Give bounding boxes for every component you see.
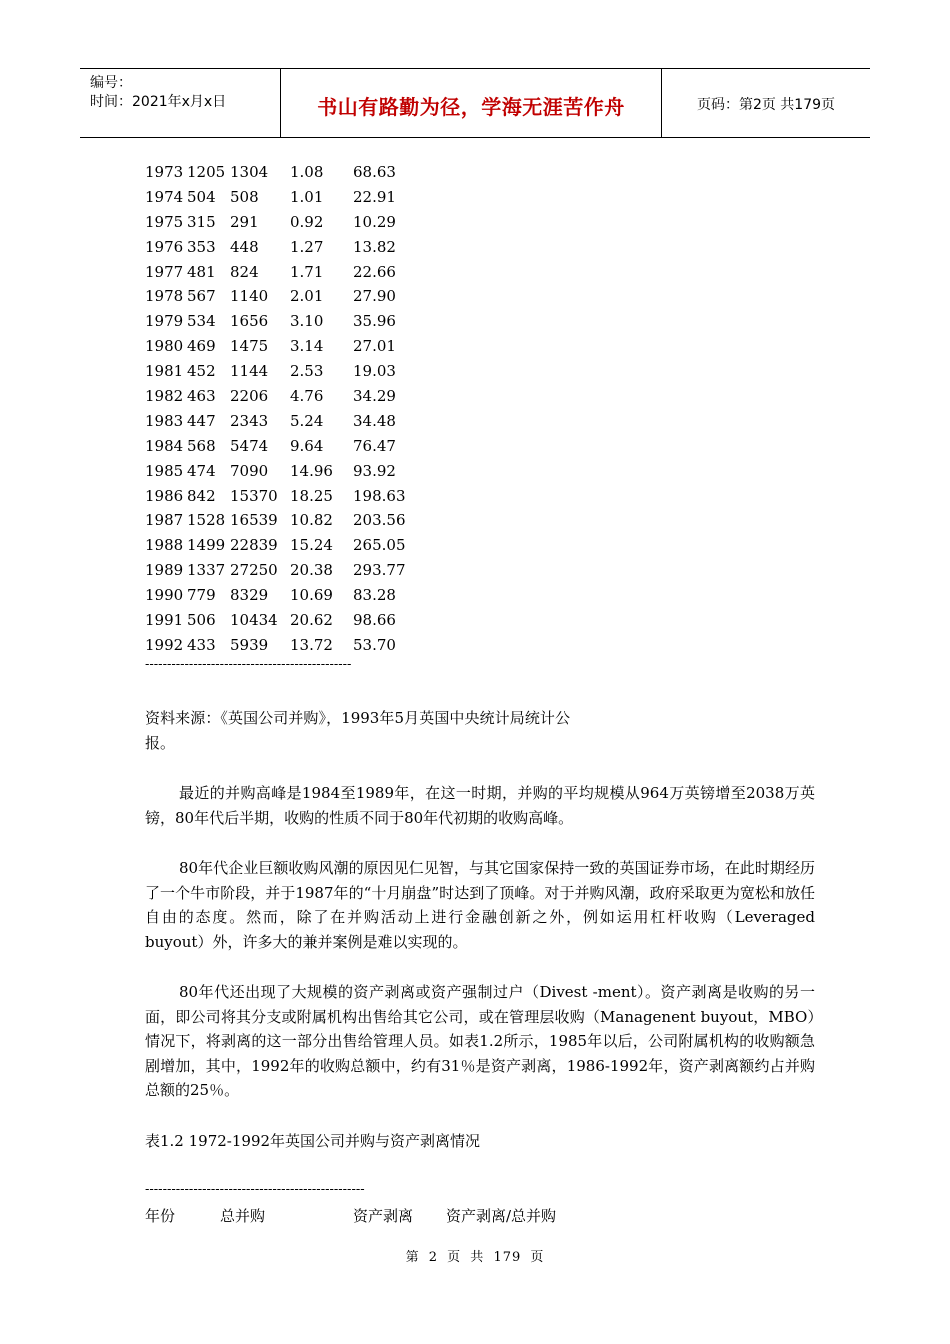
table-cell: 16539 (230, 511, 278, 530)
table-cell: 8329 (230, 586, 269, 605)
table-cell: 1.01 (290, 187, 324, 206)
table-cell: 19.03 (353, 362, 396, 381)
table-cell: 315 (187, 212, 216, 231)
footer-di: 第 (405, 1250, 420, 1265)
table-cell: 474 (187, 461, 216, 480)
table2-header-ratio: 资产剥离/总并购 (446, 1207, 557, 1225)
table-cell: 198.63 (353, 486, 406, 505)
table-cell: 1987 (145, 511, 184, 530)
table-cell: 13.72 (290, 635, 333, 654)
table-cell: 10.82 (290, 511, 333, 530)
table-cell: 291 (230, 212, 259, 231)
table-cell: 1499 (187, 536, 226, 555)
paragraph-3: 80年代还出现了大规模的资产剥离或资产强制过户（Divest -ment）。资产剥离是收购的另一面，即公司将其分支或附属机构出售给其它公司，或在管理层收购（Managenent buyout，MBO）情况下，将剥离的这一部分出售给管理人员。如表1.2所示，1985年以后，公司附属机构的收购额急剧增加，其中，1992年的收购总额中，约有31％是资产剥离，1986-1992年，资产剥离额约占并购总额的25％。 (145, 983, 815, 1100)
table-cell: 9.64 (290, 436, 324, 455)
table-cell: 1991 (145, 611, 184, 630)
table-cell: 34.48 (353, 411, 396, 430)
page-footer (0, 1246, 950, 1265)
table-cell: 1978 (145, 287, 184, 306)
table2-caption: 表1.2 1972-1992年英国公司并购与资产剥离情况 (145, 1132, 481, 1150)
footer-ye: 页 (447, 1250, 462, 1265)
table-cell: 824 (230, 262, 259, 281)
header-motto-cell (281, 69, 662, 137)
table-cell: 10.69 (290, 586, 333, 605)
table-cell: 1205 (187, 163, 226, 181)
table-cell: 35.96 (353, 312, 396, 331)
table2-top-rule: -------------------------------------------------- (145, 1182, 365, 1197)
table-cell: 1982 (145, 387, 184, 406)
paragraph-1: 最近的并购高峰是1984至1989年，在这一时期，并购的平均规模从964万英镑增至2038万英镑，80年代后半期，收购的性质不同于80年代初期的收购高峰。 (145, 784, 815, 827)
table-cell: 504 (187, 187, 216, 206)
header-info-cell (80, 69, 281, 137)
table-cell: 1656 (230, 312, 269, 331)
table-cell: 1974 (145, 187, 184, 206)
table-cell: 15.24 (290, 536, 333, 555)
table-cell: 448 (230, 237, 259, 256)
table-cell: 22839 (230, 536, 278, 555)
table-cell: 433 (187, 635, 216, 654)
table-cell: 508 (230, 187, 259, 206)
page-counter: 页码：第2页 共179页 (696, 97, 836, 113)
table-cell: 1992 (145, 635, 184, 654)
table-cell: 1528 (187, 511, 226, 530)
table-cell: 83.28 (353, 586, 396, 605)
table-cell: 1988 (145, 536, 184, 555)
table-cell: 481 (187, 262, 216, 281)
footer-gong: 共 (470, 1250, 485, 1265)
table-cell: 2343 (230, 411, 269, 430)
table-cell: 27.01 (353, 337, 396, 356)
source-note: 资料来源：《英国公司并购》，1993年5月英国中央统计局统计公报。 (145, 709, 570, 752)
table-cell: 3.10 (290, 312, 324, 331)
table-cell: 18.25 (290, 486, 333, 505)
table-cell: 2.01 (290, 287, 324, 306)
table-cell: 22.66 (353, 262, 396, 281)
table-cell: 293.77 (353, 561, 406, 580)
table-cell: 842 (187, 486, 216, 505)
table-cell: 463 (187, 387, 216, 406)
table-cell: 568 (187, 436, 216, 455)
table-cell: 34.29 (353, 387, 396, 406)
table-cell: 3.14 (290, 337, 324, 356)
table-cell: 1144 (230, 362, 269, 381)
table-cell: 27250 (230, 561, 278, 580)
table-cell: 265.05 (353, 536, 406, 555)
table-cell: 1475 (230, 337, 269, 356)
table-cell: 14.96 (290, 461, 333, 480)
table-cell: 1975 (145, 212, 184, 231)
table-cell: 1.27 (290, 237, 324, 256)
table-cell: 452 (187, 362, 216, 381)
table-cell: 5.24 (290, 411, 324, 430)
date-label: 时间：2021年x月x日 (90, 94, 227, 110)
table2-header-divest: 资产剥离 (353, 1207, 414, 1225)
table-cell: 20.38 (290, 561, 333, 580)
table-cell: 98.66 (353, 611, 396, 630)
table-cell: 353 (187, 237, 216, 256)
footer-page-number: 2 (428, 1250, 438, 1265)
table-cell: 2.53 (290, 362, 324, 381)
table-cell: 7090 (230, 461, 269, 480)
table-cell: 1980 (145, 337, 184, 356)
table-cell: 1983 (145, 411, 184, 430)
table-cell: 567 (187, 287, 216, 306)
table-cell: 4.76 (290, 387, 324, 406)
table-cell: 22.91 (353, 187, 396, 206)
footer-ye-2: 页 (530, 1250, 545, 1265)
table-cell: 779 (187, 586, 216, 605)
page-header (80, 68, 870, 138)
table-cell: 5939 (230, 635, 269, 654)
table-cell: 20.62 (290, 611, 333, 630)
table-cell: 1140 (230, 287, 269, 306)
doc-number-label: 编号： (90, 75, 132, 91)
table-cell: 1984 (145, 436, 184, 455)
table2-header-total: 总并购 (220, 1207, 266, 1225)
table-cell: 1979 (145, 312, 184, 331)
table-cell: 1990 (145, 586, 184, 605)
table-cell: 447 (187, 411, 216, 430)
table-cell: 1981 (145, 362, 184, 381)
table-cell: 27.90 (353, 287, 396, 306)
table-cell: 506 (187, 611, 216, 630)
table-cell: 76.47 (353, 436, 396, 455)
table-cell: 1973 (145, 163, 184, 181)
table-cell: 10.29 (353, 212, 396, 231)
table-cell: 0.92 (290, 212, 324, 231)
table-cell: 68.63 (353, 163, 396, 181)
table-cell: 1989 (145, 561, 184, 580)
table-cell: 1.08 (290, 163, 324, 181)
table-cell: 93.92 (353, 461, 396, 480)
table-cell: 53.70 (353, 635, 396, 654)
table-cell: 5474 (230, 436, 269, 455)
table2-header-year: 年份 (145, 1207, 176, 1225)
table-cell: 2206 (230, 387, 269, 406)
table-cell: 1985 (145, 461, 184, 480)
table-cell: 1337 (187, 561, 226, 580)
table-cell: 1304 (230, 163, 269, 181)
footer-total-pages: 179 (493, 1250, 522, 1265)
table-cell: 1.71 (290, 262, 324, 281)
table-bottom-rule: ----------------------------------------------- (145, 657, 352, 672)
motto-text: 书山有路勤为径，学海无涯苦作舟 (317, 95, 625, 119)
table-cell: 469 (187, 337, 216, 356)
table-cell: 15370 (230, 486, 278, 505)
table-cell: 1986 (145, 486, 184, 505)
header-page-cell (662, 69, 870, 137)
table-cell: 1976 (145, 237, 184, 256)
table-cell: 10434 (230, 611, 278, 630)
table-cell: 13.82 (353, 237, 396, 256)
table-cell: 203.56 (353, 511, 406, 530)
table-cell: 1977 (145, 262, 184, 281)
paragraph-2: 80年代企业巨额收购风潮的原因见仁见智，与其它国家保持一致的英国证券市场，在此时期经历了一个牛市阶段，并于1987年的“十月崩盘”时达到了顶峰。对于并购风潮，政府采取更为宽松和放任自由的态度。然而，除了在并购活动上进行金融创新之外，例如运用杠杆收购（Leveraged buyout）外，许多大的兼并案例是难以实现的。 (145, 859, 815, 951)
table-cell: 534 (187, 312, 216, 331)
